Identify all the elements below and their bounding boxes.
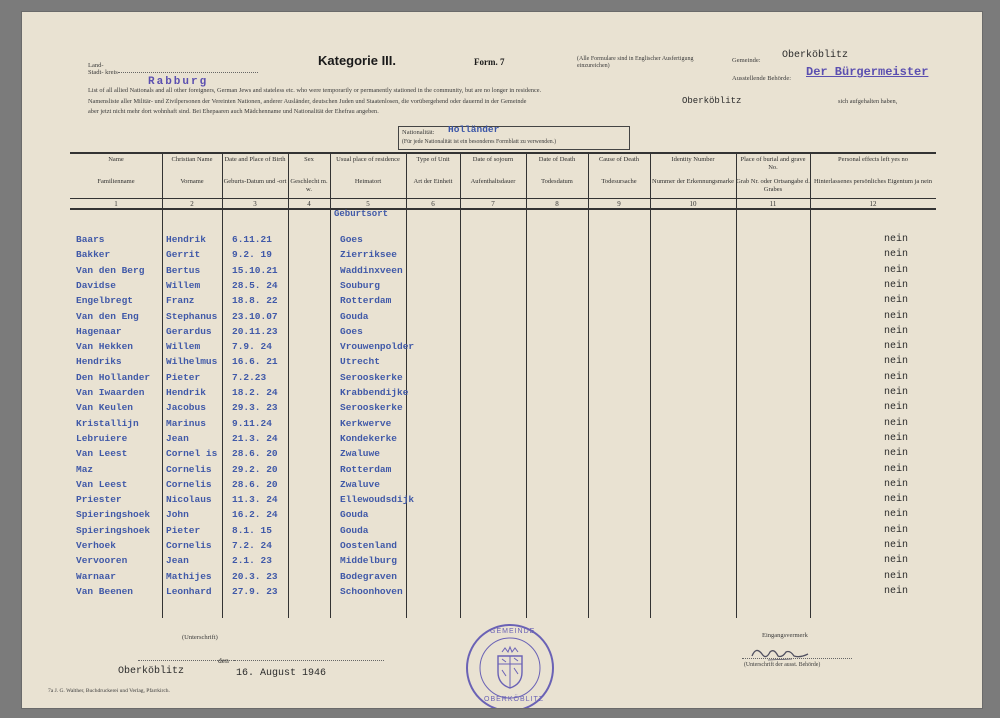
birth-date-cell: 9.11.24 <box>232 418 272 429</box>
birthplace-cell: Schoonhoven <box>340 586 403 597</box>
surname-cell: Van Leest <box>76 479 128 490</box>
column-header-de: Todesursache <box>601 178 637 185</box>
effects-cell: nein <box>884 402 909 413</box>
effects-cell: nein <box>884 341 909 352</box>
given-name-cell: Marinus <box>166 418 206 429</box>
behoerde-stamp: Der Bürgermeister <box>806 65 929 79</box>
column-number: 4 <box>307 200 311 208</box>
column-header-en: Christian Name <box>171 156 213 163</box>
printer-line: 7a J. G. Walther, Buchdruckerei und Verlag, Pfarrkirch. <box>48 688 170 694</box>
effects-cell: nein <box>884 509 909 520</box>
signature-line <box>742 658 852 659</box>
effects-cell: nein <box>884 326 909 337</box>
given-name-cell: Cornelis <box>166 464 212 475</box>
given-name-cell: Pieter <box>166 372 201 383</box>
birth-date-cell: 7.2. 24 <box>232 540 272 551</box>
signature-prefix: Eingangsvermerk <box>762 632 808 639</box>
surname-cell: Vervooren <box>76 555 128 566</box>
birth-date-cell: 7.2.23 <box>232 372 267 383</box>
birth-date-cell: 18.2. 24 <box>232 387 278 398</box>
birthplace-cell: Souburg <box>340 280 380 291</box>
given-name-cell: Pieter <box>166 525 201 536</box>
column-number: 1 <box>114 200 118 208</box>
column-header-de: Grab Nr. oder Ortsangabe d. Grabes <box>736 178 810 193</box>
footer-place: Oberköblitz <box>118 666 185 677</box>
kreis-line <box>118 72 258 73</box>
surname-cell: Van den Eng <box>76 311 139 322</box>
given-name-cell: Stephanus <box>166 311 218 322</box>
column-number: 9 <box>617 200 621 208</box>
column-header-de: Heimatort <box>354 178 382 185</box>
given-name-cell: Willem <box>166 341 201 352</box>
list-place-value: Oberköblitz <box>682 96 742 106</box>
surname-cell: Van Keulen <box>76 402 134 413</box>
given-name-cell: Wilhelmus <box>166 356 218 367</box>
surname-cell: Van Iwaarden <box>76 387 145 398</box>
birth-date-cell: 7.9. 24 <box>232 341 272 352</box>
gemeinde-label: Gemeinde: <box>732 57 761 64</box>
effects-cell: nein <box>884 372 909 383</box>
effects-cell: nein <box>884 280 909 291</box>
table-row <box>70 555 936 569</box>
column-header-en: Identity Number <box>671 156 715 163</box>
birthplace-cell: Zwaluve <box>340 479 380 490</box>
unterschrift-label: (Unterschrift) <box>182 634 218 641</box>
column-header-de: Geschlecht m. w. <box>290 178 328 193</box>
table-row <box>70 295 936 309</box>
column-number: 8 <box>555 200 559 208</box>
effects-cell: nein <box>884 494 909 505</box>
surname-cell: Hagenaar <box>76 326 122 337</box>
surname-cell: Van Leest <box>76 448 128 459</box>
den-label: den <box>218 656 229 665</box>
land-kreis-label: Land- Stadt- kreis <box>88 62 118 76</box>
birthplace-cell: Serooskerke <box>340 372 403 383</box>
surname-cell: Spieringshoek <box>76 509 151 520</box>
nationality-label: Nationalität: <box>402 129 435 136</box>
given-name-cell: Gerrit <box>166 249 201 260</box>
effects-cell: nein <box>884 525 909 536</box>
birthplace-cell: Kerkwerve <box>340 418 392 429</box>
birthplace-cell: Ellewoudsdijk <box>340 494 415 505</box>
given-name-cell: Hendrik <box>166 387 206 398</box>
birthplace-cell: Gouda <box>340 525 369 536</box>
given-name-cell: Hendrik <box>166 234 206 245</box>
footer-date: 16. August 1946 <box>236 668 327 679</box>
column-header-en: Type of Unit <box>416 156 450 163</box>
birth-date-cell: 28.6. 20 <box>232 448 278 459</box>
birth-date-cell: 9.2. 19 <box>232 249 272 260</box>
given-name-cell: Jacobus <box>166 402 206 413</box>
surname-cell: Maz <box>76 464 94 475</box>
list-line-de1-end: sich aufgehalten haben, <box>838 98 898 105</box>
surname-cell: Davidse <box>76 280 116 291</box>
effects-cell: nein <box>884 448 909 459</box>
seal-bottom-text: OBERKÖBLITZ <box>484 696 545 703</box>
column-header-en: Date of Death <box>538 156 576 163</box>
birthplace-cell: Kondekerke <box>340 433 398 444</box>
birth-date-cell: 16.2. 24 <box>232 509 278 520</box>
effects-cell: nein <box>884 540 909 551</box>
effects-cell: nein <box>884 387 909 398</box>
surname-cell: Bakker <box>76 249 111 260</box>
column-header-de: Todesdatum <box>541 178 573 185</box>
column-header-de: Hinterlassenes persönliches Eigentum ja nein <box>813 178 933 185</box>
effects-cell: nein <box>884 295 909 306</box>
birth-date-cell: 15.10.21 <box>232 265 278 276</box>
list-line-de1: Namensliste aller Militär- und Zivilpersonen der Vereinten Nationen, anderer Ausländer, deutschen Juden und Staatenlosen, die vorübergehend oder dauernd in der Gemeinde <box>88 98 527 105</box>
column-number: 3 <box>253 200 257 208</box>
effects-cell: nein <box>884 311 909 322</box>
birth-date-cell: 8.1. 15 <box>232 525 272 536</box>
column-header-en: Usual place of residence <box>336 156 400 163</box>
birthplace-cell: Bodegraven <box>340 571 398 582</box>
surname-cell: Van Hekken <box>76 341 134 352</box>
surname-cell: Verhoek <box>76 540 116 551</box>
birth-date-cell: 16.6. 21 <box>232 356 278 367</box>
birth-date-cell: 20.11.23 <box>232 326 278 337</box>
column-number: 5 <box>366 200 370 208</box>
surname-cell: Priester <box>76 494 122 505</box>
column-header-en: Date of sojourn <box>472 156 514 163</box>
column-header-en: Place of burial and grave No. <box>740 156 806 171</box>
birthplace-cell: Vrouwenpolder <box>340 341 415 352</box>
birthplace-cell: Oostenland <box>340 540 398 551</box>
municipal-seal <box>466 624 554 708</box>
birthplace-cell: Krabbendijke <box>340 387 409 398</box>
given-name-cell: Jean <box>166 433 189 444</box>
table-top-rule <box>70 152 936 154</box>
form-label: Form. 7 <box>474 57 505 67</box>
table-row <box>70 433 936 447</box>
column-header-en: Sex <box>304 156 314 163</box>
birth-date-cell: 29.2. 20 <box>232 464 278 475</box>
nationality-note: (Für jede Nationalität ist ein besonderes Formblatt zu verwenden.) <box>402 139 557 145</box>
surname-cell: Baars <box>76 234 105 245</box>
given-name-cell: Bertus <box>166 265 201 276</box>
effects-cell: nein <box>884 249 909 260</box>
birth-date-cell: 23.10.07 <box>232 311 278 322</box>
given-name-cell: Cornel is <box>166 448 218 459</box>
column-header-en: Name <box>108 156 124 163</box>
birth-date-cell: 18.8. 22 <box>232 295 278 306</box>
given-name-cell: Mathijes <box>166 571 212 582</box>
kreis-value: Rabburg <box>148 76 209 88</box>
seal-top-text: GEMEINDE <box>490 628 536 635</box>
effects-cell: nein <box>884 571 909 582</box>
birth-date-cell: 27.9. 23 <box>232 586 278 597</box>
surname-cell: Engelbregt <box>76 295 134 306</box>
surname-cell: Spieringshoek <box>76 525 151 536</box>
table-header-rule <box>70 198 936 199</box>
column-header-de: Familienname <box>97 178 135 185</box>
column-header-de: Vorname <box>180 178 204 185</box>
effects-cell: nein <box>884 418 909 429</box>
surname-cell: Lebruiere <box>76 433 128 444</box>
birthplace-cell: Rotterdam <box>340 295 392 306</box>
birthplace-cell: Rotterdam <box>340 464 392 475</box>
nationality-value: Holländer <box>448 124 500 135</box>
birthplace-cell: Zierriksee <box>340 249 398 260</box>
column-header-de: Aufenthaltsdauer <box>470 178 516 185</box>
given-name-cell: Cornelis <box>166 540 212 551</box>
birth-date-cell: 20.3. 23 <box>232 571 278 582</box>
column-header-de: Geburts-Datum und -ort <box>223 178 287 185</box>
document-sheet <box>22 12 982 708</box>
birthplace-cell: Gouda <box>340 509 369 520</box>
behoerde-label: Ausstellende Behörde: <box>732 75 792 82</box>
given-name-cell: Willem <box>166 280 201 291</box>
effects-cell: nein <box>884 265 909 276</box>
handwritten-signature <box>748 642 818 664</box>
kategorie-title: Kategorie III. <box>318 53 397 68</box>
column-number: 11 <box>769 200 777 208</box>
column-number: 12 <box>869 200 877 208</box>
table-number-rule <box>70 208 936 210</box>
column-header-de: Art der Einheit <box>413 178 453 185</box>
effects-cell: nein <box>884 464 909 475</box>
column-number: 10 <box>689 200 697 208</box>
birthplace-cell: Goes <box>340 326 363 337</box>
birthplace-cell: Waddinxveen <box>340 265 403 276</box>
birthplace-cell: Utrecht <box>340 356 380 367</box>
effects-cell: nein <box>884 479 909 490</box>
given-name-cell: Jean <box>166 555 189 566</box>
given-name-cell: John <box>166 509 189 520</box>
surname-cell: Kristallijn <box>76 418 139 429</box>
column-header-de: Nummer der Erkennungsmarke <box>652 178 734 185</box>
geburtsort-note: Geburtsort <box>334 209 389 219</box>
list-line-de2: aber jetzt nicht mehr dort wohnhaft sind. Bei Ehepaaren auch Mädchenname und Nationalität der Ehefrau angeben. <box>88 108 379 115</box>
column-number: 6 <box>431 200 435 208</box>
given-name-cell: Cornelis <box>166 479 212 490</box>
birthplace-cell: Gouda <box>340 311 369 322</box>
surname-cell: Hendriks <box>76 356 122 367</box>
effects-cell: nein <box>884 555 909 566</box>
column-header-en: Personal effects left yes no <box>838 156 908 163</box>
birth-date-cell: 21.3. 24 <box>232 433 278 444</box>
form-note: (Alle Formulare sind in Englischer Ausfertigung einzureichen) <box>577 56 694 69</box>
effects-cell: nein <box>884 356 909 367</box>
surname-cell: Den Hollander <box>76 372 151 383</box>
given-name-cell: Gerardus <box>166 326 212 337</box>
birth-date-cell: 11.3. 24 <box>232 494 278 505</box>
date-line <box>234 660 384 661</box>
birth-date-cell: 28.6. 20 <box>232 479 278 490</box>
given-name-cell: Leonhard <box>166 586 212 597</box>
birthplace-cell: Goes <box>340 234 363 245</box>
column-number: 2 <box>190 200 194 208</box>
surname-cell: Warnaar <box>76 571 116 582</box>
effects-cell: nein <box>884 234 909 245</box>
table-row <box>70 509 936 523</box>
effects-cell: nein <box>884 586 909 597</box>
column-header-en: Cause of Death <box>598 156 640 163</box>
surname-cell: Van den Berg <box>76 265 145 276</box>
surname-cell: Van Beenen <box>76 586 134 597</box>
column-header-en: Date and Place of Birth <box>224 156 286 163</box>
effects-cell: nein <box>884 433 909 444</box>
gemeinde-value: Oberköblitz <box>782 50 849 61</box>
signature-label: (Unterschrift der ausst. Behörde) <box>744 662 821 668</box>
given-name-cell: Franz <box>166 295 195 306</box>
column-number: 7 <box>491 200 495 208</box>
birthplace-cell: Middelburg <box>340 555 398 566</box>
birthplace-cell: Zwaluwe <box>340 448 380 459</box>
birth-date-cell: 6.11.21 <box>232 234 272 245</box>
birthplace-cell: Serooskerke <box>340 402 403 413</box>
birth-date-cell: 2.1. 23 <box>232 555 272 566</box>
list-line-en: List of all allied Nationals and all other foreigners, German Jews and stateless etc. who were temporarily or permanently stationed in the community, but are no longer in residence. <box>88 87 542 94</box>
birth-date-cell: 29.3. 23 <box>232 402 278 413</box>
given-name-cell: Nicolaus <box>166 494 212 505</box>
birth-date-cell: 28.5. 24 <box>232 280 278 291</box>
